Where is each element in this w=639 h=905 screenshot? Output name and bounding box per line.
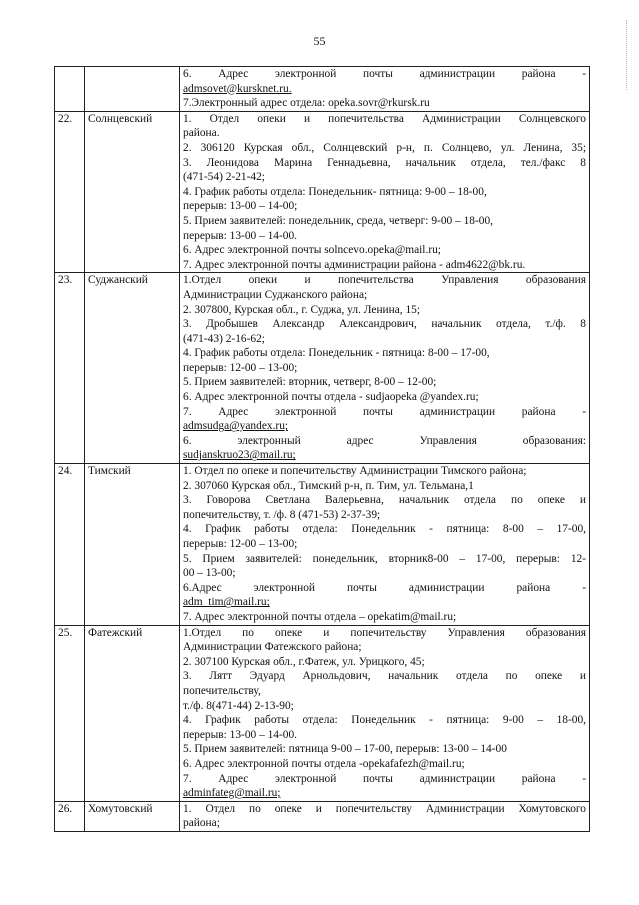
info-line: 4. График работы отдела: Понедельник- пятница: 9-00 – 18-00, [183, 185, 487, 198]
info-line: 1.Отдел по опеке и попечительству Управления образования [183, 626, 586, 639]
email-address-line: adminfateg@mail.ru; [183, 787, 281, 800]
info-line: 7. Адрес электронной почты отдела – opekatim@mail.ru; [183, 610, 457, 623]
info-line: 6. Адрес электронной почты solncevo.opeka@mail.ru; [183, 244, 441, 257]
info-line: перерыв: 13-00 – 14-00. [183, 728, 298, 741]
info-line: 4. График работы отдела: Понедельник - пятница: 8-00 – 17-00, [183, 523, 586, 536]
info-line: Администрации Фатежского района; [183, 641, 362, 654]
scan-margin-artifact [626, 20, 633, 90]
info-line: попечительству, т. /ф. 8 (471-53) 2-37-39; [183, 508, 381, 521]
info-line: перерыв: 12-00 – 13-00; [183, 361, 298, 374]
contact-info-cell [180, 67, 590, 112]
table-row [55, 111, 590, 273]
district-name: Хомутовский [85, 801, 180, 831]
info-line: 7. Адрес электронной почты администрации района - [183, 772, 586, 785]
table-row [55, 273, 590, 464]
info-line: 7.Электронный адрес отдела: opeka.sovr@rkursk.ru [183, 97, 430, 110]
info-line: 4. График работы отдела: Понедельник - пятница: 8-00 – 17-00, [183, 347, 490, 360]
info-line: 5. Прием заявителей: вторник, четверг, 8-00 – 12-00; [183, 376, 437, 389]
info-line: 6. электронный адрес Управления образования: [183, 434, 586, 447]
info-line: перерыв: 12-00 – 13-00; [183, 538, 298, 550]
info-line: 7. Адрес электронной почты администрации района - [183, 405, 586, 418]
info-line: 3. Говорова Светлана Валерьевна, начальник отдела по опеке и [183, 494, 586, 507]
table-row [55, 625, 590, 801]
email-address-line: admsudga@yandex.ru; [183, 420, 289, 433]
info-line: 1. Отдел опеки и попечительства Администрации Солнцевского [183, 112, 586, 125]
email-address-line: sudjanskruo23@mail.ru; [183, 449, 296, 462]
info-line: попечительству, [183, 684, 261, 697]
table-row [55, 67, 590, 112]
email-address-line: admsovet@kursknet.ru. [183, 82, 292, 95]
table-body [55, 67, 590, 832]
info-line: 7. Адрес электронной почты администрации района - adm4622@bk.ru. [183, 258, 526, 271]
info-line: (471-43) 2-16-62; [183, 332, 265, 345]
info-line: 6. Адрес электронной почты отдела -opekafafezh@mail.ru; [183, 757, 465, 770]
row-number: 22. [55, 111, 85, 273]
district-name: Тимский [85, 464, 180, 626]
info-line: 1. Отдел по опеке и попечительству Администрации Тимского района; [183, 465, 527, 478]
info-line: 5. Прием заявителей: понедельник, вторник8-00 – 17-00, перерыв: 12- [183, 552, 586, 565]
info-line: перерыв: 13-00 – 14-00; [183, 200, 298, 213]
contact-info-cell [180, 801, 590, 831]
info-line: перерыв: 13-00 – 14-00. [183, 229, 298, 242]
district-contacts-table [54, 66, 590, 832]
info-line: района. [183, 127, 220, 140]
info-line: 1. Отдел по опеке и попечительству Администрации Хомутовского [183, 802, 586, 815]
info-line: 2. 306120 Курская обл., Солнцевский р-н, п. Солнцево, ул. Ленина, 35; [183, 141, 586, 154]
district-name: Фатежский [85, 625, 180, 801]
row-number: 24. [55, 464, 85, 626]
contact-info-cell [180, 273, 590, 464]
info-line: 2. 307060 Курская обл., Тимский р-н, п. Тим, ул. Тельмана,1 [183, 479, 474, 492]
info-line: района; [183, 817, 220, 830]
info-line: 1.Отдел опеки и попечительства Управления образования [183, 274, 586, 287]
contact-info-cell [180, 625, 590, 801]
district-name: Солнцевский [85, 111, 180, 273]
info-line: 4. График работы отдела: Понедельник - пятница: 9-00 – 18-00, [183, 714, 586, 727]
info-line: 5. Прием заявителей: пятница 9-00 – 17-00, перерыв: 13-00 – 14-00 [183, 743, 507, 756]
info-line: (471-54) 2-21-42; [183, 171, 265, 184]
table-row [55, 464, 590, 626]
table-row [55, 801, 590, 831]
info-line: 6. Адрес электронной почты отдела - sudjaopeka @yandex.ru; [183, 391, 479, 404]
info-line: 2. 307100 Курская обл., г.Фатеж, ул. Урицкого, 45; [183, 655, 425, 668]
row-number [55, 67, 85, 112]
info-line: т./ф. 8(471-44) 2-13-90; [183, 699, 294, 712]
info-line: 3. Дробышев Александр Александрович, начальник отдела, т./ф. 8 [183, 318, 586, 331]
info-line: 6. Адрес электронной почты администрации района - [183, 68, 586, 80]
info-line: 00 – 13-00; [183, 567, 236, 580]
district-name [85, 67, 180, 112]
info-line: 3. Леонидова Марина Геннадьевна, начальник отдела, тел./факс 8 [183, 156, 586, 169]
info-line: 6.Адрес электронной почты администрации района - [183, 581, 586, 594]
info-line: 5. Прием заявителей: понедельник, среда, четверг: 9-00 – 18-00, [183, 214, 494, 227]
contact-info-cell [180, 464, 590, 626]
info-line: 2. 307800, Курская обл., г. Суджа, ул. Ленина, 15; [183, 303, 421, 316]
email-address-line: adm_tim@mail.ru; [183, 596, 270, 609]
contact-info-cell [180, 111, 590, 273]
row-number: 25. [55, 625, 85, 801]
info-line: 3. Лятт Эдуард Арнольдович, начальник отдела по опеке и [183, 670, 586, 683]
info-line: Администрации Суджанского района; [183, 288, 368, 301]
page-number: 55 [313, 34, 326, 48]
row-number: 23. [55, 273, 85, 464]
district-name: Суджанский [85, 273, 180, 464]
row-number: 26. [55, 801, 85, 831]
